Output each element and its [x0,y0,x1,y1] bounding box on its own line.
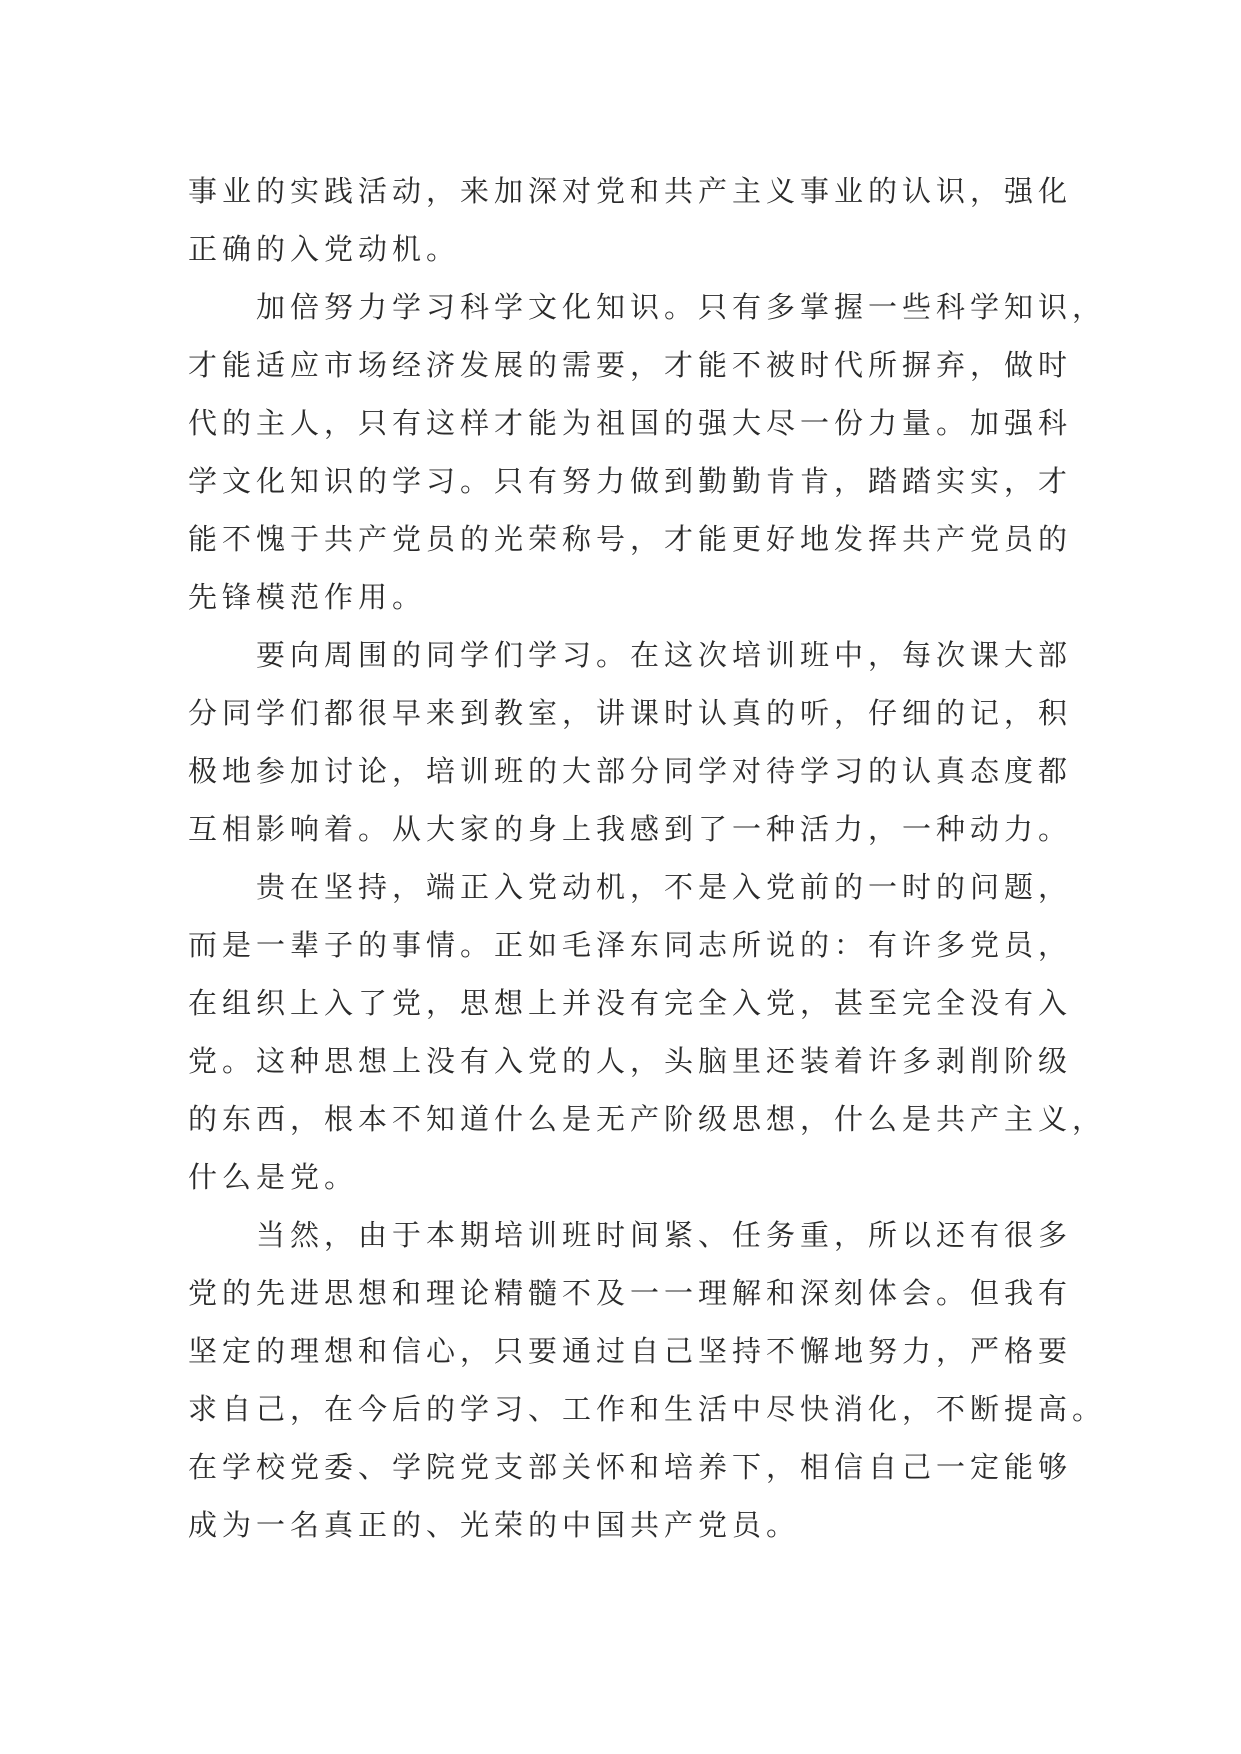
paragraph [188,278,1107,626]
text-line: 党。这种思想上没有入党的人，头脑里还装着许多剥削阶级 [188,1044,1073,1078]
text-line: 能不愧于共产党员的光荣称号，才能更好地发挥共产党员的 [188,522,1073,556]
paragraph [188,1206,1107,1554]
text-line: 才能适应市场经济发展的需要，才能不被时代所摒弃，做时 [188,348,1073,382]
text-line: 极地参加讨论，培训班的大部分同学对待学习的认真态度都 [188,754,1073,788]
text-line: 的东西，根本不知道什么是无产阶级思想，什么是共产主义， [188,1102,1107,1136]
text-line: 而是一辈子的事情。正如毛泽东同志所说的：有许多党员， [188,928,1073,962]
text-line-first: 贵在坚持，端正入党动机，不是入党前的一时的问题， [256,870,1073,904]
text-line: 求自己，在今后的学习、工作和生活中尽快消化，不断提高。 [188,1392,1107,1426]
paragraph-continuation [188,162,1088,278]
text-line: 分同学们都很早来到教室，讲课时认真的听，仔细的记，积 [188,696,1073,730]
text-line: 正确的入党动机。 [188,232,461,266]
paragraph [188,626,1088,858]
text-line: 党的先进思想和理论精髓不及一一理解和深刻体会。但我有 [188,1276,1073,1310]
text-line: 学文化知识的学习。只有努力做到勤勤肯肯，踏踏实实，才 [188,464,1073,498]
text-line-first: 加倍努力学习科学文化知识。只有多掌握一些科学知识， [256,290,1107,324]
text-line-first: 当然，由于本期培训班时间紧、任务重，所以还有很多 [256,1218,1073,1252]
text-line: 成为一名真正的、光荣的中国共产党员。 [188,1508,801,1542]
text-line: 在学校党委、学院党支部关怀和培养下，相信自己一定能够 [188,1450,1073,1484]
text-line-first: 要向周围的同学们学习。在这次培训班中，每次课大部 [256,638,1073,672]
text-line: 先锋模范作用。 [188,580,427,614]
text-line: 在组织上入了党，思想上并没有完全入党，甚至完全没有入 [188,986,1073,1020]
text-line: 事业的实践活动，来加深对党和共产主义事业的认识，强化 [188,174,1073,208]
text-line: 代的主人，只有这样才能为祖国的强大尽一份力量。加强科 [188,406,1073,440]
text-line: 坚定的理想和信心，只要通过自己坚持不懈地努力，严格要 [188,1334,1073,1368]
text-line: 互相影响着。从大家的身上我感到了一种活力，一种动力。 [188,812,1073,846]
text-line: 什么是党。 [188,1160,359,1194]
body-text [188,162,1107,1554]
paragraph [188,858,1107,1206]
